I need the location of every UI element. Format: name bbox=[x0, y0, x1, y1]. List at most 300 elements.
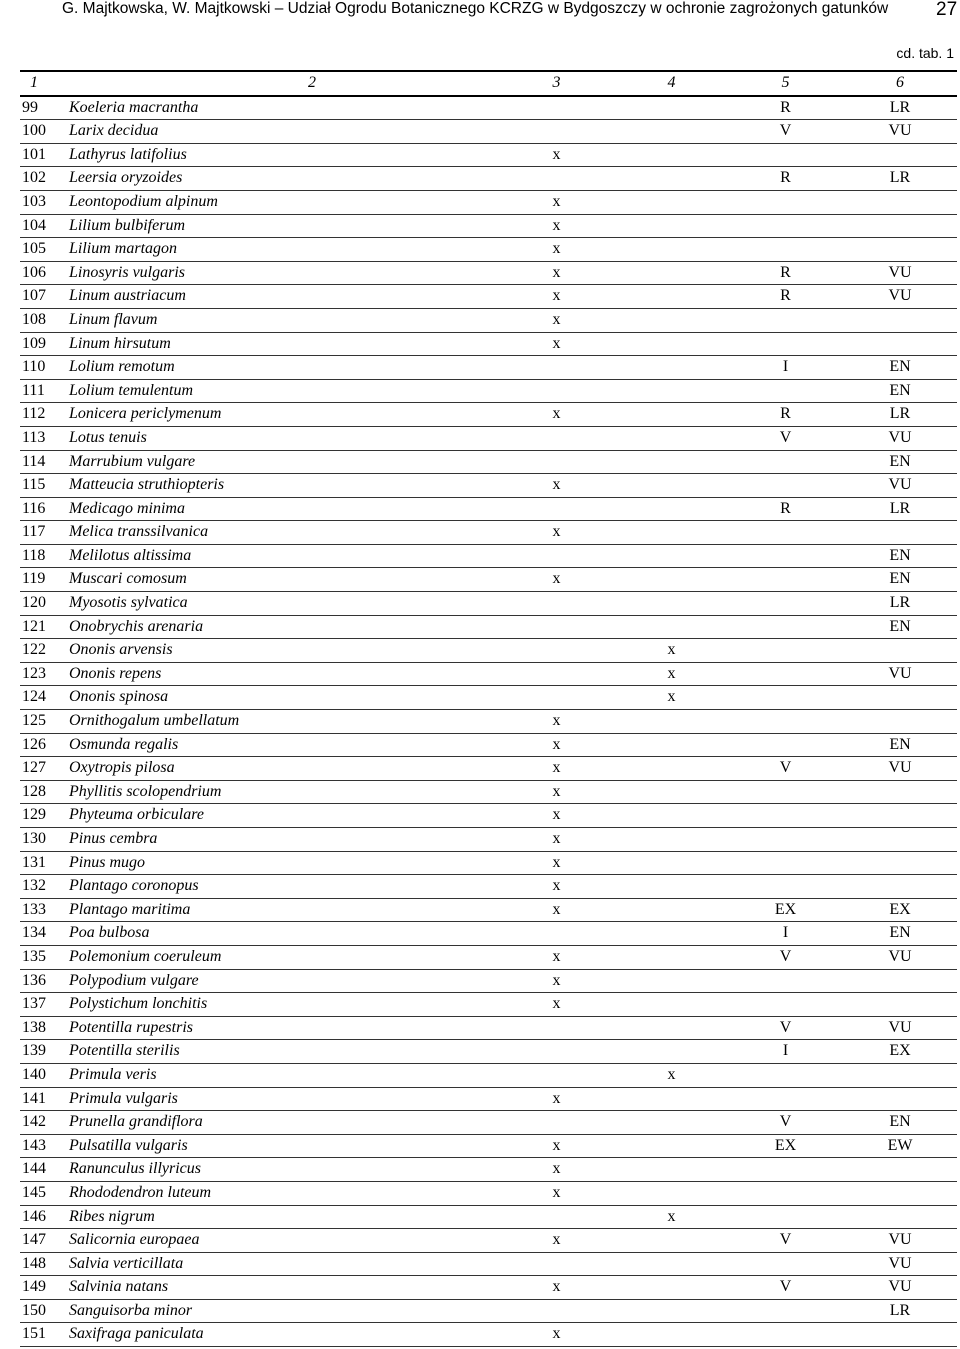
col-5-category: R bbox=[728, 497, 843, 521]
col-6-category: EN bbox=[843, 615, 957, 639]
col-4-mark bbox=[615, 1323, 728, 1347]
col-6-category bbox=[843, 1087, 957, 1111]
col-5-category: EX bbox=[728, 1134, 843, 1158]
col-5-category: R bbox=[728, 96, 843, 120]
col-4-mark bbox=[615, 332, 728, 356]
col-4-mark bbox=[615, 356, 728, 380]
species-name: Plantago maritima bbox=[66, 898, 498, 922]
row-number: 116 bbox=[20, 497, 66, 521]
row-number: 142 bbox=[20, 1111, 66, 1135]
col-6-category: LR bbox=[843, 96, 957, 120]
running-title: G. Majtkowska, W. Majtkowski – Udział Ogrodu Botanicznego KCRZG w Bydgoszczy w ochronie zagrożonych gatunków bbox=[62, 0, 889, 17]
col-3-mark: x bbox=[498, 1276, 615, 1300]
col-6-category: VU bbox=[843, 120, 957, 144]
col-4-mark bbox=[615, 828, 728, 852]
col-3-mark bbox=[498, 686, 615, 710]
col-5-category: I bbox=[728, 356, 843, 380]
table-body bbox=[20, 96, 957, 1347]
table-row bbox=[20, 1063, 957, 1087]
species-name: Ononis spinosa bbox=[66, 686, 498, 710]
col-5-category: V bbox=[728, 1276, 843, 1300]
col-6-category bbox=[843, 639, 957, 663]
col-3-mark bbox=[498, 544, 615, 568]
species-name: Larix decidua bbox=[66, 120, 498, 144]
col-4-mark bbox=[615, 120, 728, 144]
table-row bbox=[20, 686, 957, 710]
col-5-category bbox=[728, 615, 843, 639]
row-number: 103 bbox=[20, 190, 66, 214]
table-row bbox=[20, 710, 957, 734]
table-row bbox=[20, 757, 957, 781]
col-6-category bbox=[843, 332, 957, 356]
species-name: Potentilla sterilis bbox=[66, 1040, 498, 1064]
table-row bbox=[20, 497, 957, 521]
row-number: 150 bbox=[20, 1299, 66, 1323]
table-row bbox=[20, 308, 957, 332]
row-number: 99 bbox=[20, 96, 66, 120]
table-row bbox=[20, 875, 957, 899]
col-6-category: LR bbox=[843, 1299, 957, 1323]
col-5-category: V bbox=[728, 1016, 843, 1040]
table-row bbox=[20, 238, 957, 262]
col-3-mark: x bbox=[498, 474, 615, 498]
col-5-category: R bbox=[728, 261, 843, 285]
col-5-category bbox=[728, 238, 843, 262]
species-name: Lathyrus latifolius bbox=[66, 143, 498, 167]
table-row bbox=[20, 1040, 957, 1064]
col-5-category bbox=[728, 521, 843, 545]
row-number: 123 bbox=[20, 662, 66, 686]
col-4-mark bbox=[615, 1276, 728, 1300]
col-5-category bbox=[728, 544, 843, 568]
table-row bbox=[20, 143, 957, 167]
col-5-category: R bbox=[728, 403, 843, 427]
table-row bbox=[20, 1111, 957, 1135]
col-4-mark bbox=[615, 757, 728, 781]
col-6-category: LR bbox=[843, 592, 957, 616]
col-4-mark bbox=[615, 497, 728, 521]
table-header-row bbox=[20, 71, 957, 96]
col-4-mark bbox=[615, 1016, 728, 1040]
table-row bbox=[20, 662, 957, 686]
col-4-mark bbox=[615, 1111, 728, 1135]
col-6-category bbox=[843, 828, 957, 852]
col-5-category: R bbox=[728, 285, 843, 309]
col-6-category: EN bbox=[843, 356, 957, 380]
col-4-mark bbox=[615, 167, 728, 191]
row-number: 118 bbox=[20, 544, 66, 568]
column-header-6: 6 bbox=[843, 71, 957, 96]
species-name: Leontopodium alpinum bbox=[66, 190, 498, 214]
col-4-mark bbox=[615, 733, 728, 757]
col-3-mark bbox=[498, 1205, 615, 1229]
table-row bbox=[20, 426, 957, 450]
row-number: 147 bbox=[20, 1229, 66, 1253]
row-number: 132 bbox=[20, 875, 66, 899]
col-3-mark bbox=[498, 497, 615, 521]
row-number: 131 bbox=[20, 851, 66, 875]
col-5-category bbox=[728, 308, 843, 332]
col-3-mark bbox=[498, 1016, 615, 1040]
species-name: Leersia oryzoides bbox=[66, 167, 498, 191]
row-number: 141 bbox=[20, 1087, 66, 1111]
table-row bbox=[20, 403, 957, 427]
row-number: 119 bbox=[20, 568, 66, 592]
species-table-container bbox=[20, 70, 957, 1347]
col-5-category bbox=[728, 1299, 843, 1323]
species-name: Saxifraga paniculata bbox=[66, 1323, 498, 1347]
table-row bbox=[20, 615, 957, 639]
column-header-4: 4 bbox=[615, 71, 728, 96]
col-5-category bbox=[728, 733, 843, 757]
col-6-category bbox=[843, 214, 957, 238]
row-number: 117 bbox=[20, 521, 66, 545]
col-6-category bbox=[843, 875, 957, 899]
col-3-mark bbox=[498, 426, 615, 450]
col-4-mark bbox=[615, 592, 728, 616]
species-name: Ornithogalum umbellatum bbox=[66, 710, 498, 734]
row-number: 104 bbox=[20, 214, 66, 238]
species-name: Ranunculus illyricus bbox=[66, 1158, 498, 1182]
col-3-mark: x bbox=[498, 332, 615, 356]
col-4-mark bbox=[615, 875, 728, 899]
col-4-mark bbox=[615, 1158, 728, 1182]
col-5-category bbox=[728, 592, 843, 616]
col-5-category bbox=[728, 474, 843, 498]
species-name: Lolium temulentum bbox=[66, 379, 498, 403]
row-number: 143 bbox=[20, 1134, 66, 1158]
species-name: Phyteuma orbiculare bbox=[66, 804, 498, 828]
col-3-mark bbox=[498, 1299, 615, 1323]
col-5-category bbox=[728, 379, 843, 403]
species-name: Myosotis sylvatica bbox=[66, 592, 498, 616]
row-number: 146 bbox=[20, 1205, 66, 1229]
table-row bbox=[20, 804, 957, 828]
species-name: Polypodium vulgare bbox=[66, 969, 498, 993]
col-6-category bbox=[843, 851, 957, 875]
species-name: Lolium remotum bbox=[66, 356, 498, 380]
col-3-mark: x bbox=[498, 733, 615, 757]
row-number: 140 bbox=[20, 1063, 66, 1087]
species-name: Poa bulbosa bbox=[66, 922, 498, 946]
row-number: 139 bbox=[20, 1040, 66, 1064]
col-4-mark bbox=[615, 804, 728, 828]
table-row bbox=[20, 945, 957, 969]
col-3-mark bbox=[498, 639, 615, 663]
col-5-category: V bbox=[728, 120, 843, 144]
table-row bbox=[20, 521, 957, 545]
row-number: 105 bbox=[20, 238, 66, 262]
col-4-mark: x bbox=[615, 686, 728, 710]
row-number: 121 bbox=[20, 615, 66, 639]
col-4-mark bbox=[615, 450, 728, 474]
col-6-category: VU bbox=[843, 261, 957, 285]
row-number: 149 bbox=[20, 1276, 66, 1300]
species-name: Salvia verticillata bbox=[66, 1252, 498, 1276]
col-4-mark bbox=[615, 426, 728, 450]
table-row bbox=[20, 450, 957, 474]
col-5-category: R bbox=[728, 167, 843, 191]
table-row bbox=[20, 356, 957, 380]
species-name: Prunella grandiflora bbox=[66, 1111, 498, 1135]
col-5-category bbox=[728, 1205, 843, 1229]
col-3-mark bbox=[498, 592, 615, 616]
col-6-category: LR bbox=[843, 403, 957, 427]
row-number: 108 bbox=[20, 308, 66, 332]
col-4-mark bbox=[615, 1134, 728, 1158]
species-name: Oxytropis pilosa bbox=[66, 757, 498, 781]
col-3-mark: x bbox=[498, 898, 615, 922]
col-5-category bbox=[728, 1158, 843, 1182]
col-6-category bbox=[843, 993, 957, 1017]
row-number: 124 bbox=[20, 686, 66, 710]
col-3-mark: x bbox=[498, 403, 615, 427]
row-number: 136 bbox=[20, 969, 66, 993]
col-4-mark bbox=[615, 898, 728, 922]
col-4-mark bbox=[615, 1229, 728, 1253]
species-name: Medicago minima bbox=[66, 497, 498, 521]
col-3-mark: x bbox=[498, 190, 615, 214]
species-name: Matteucia struthiopteris bbox=[66, 474, 498, 498]
col-3-mark bbox=[498, 379, 615, 403]
species-name: Plantago coronopus bbox=[66, 875, 498, 899]
col-6-category bbox=[843, 686, 957, 710]
table-row bbox=[20, 1181, 957, 1205]
species-name: Melilotus altissima bbox=[66, 544, 498, 568]
species-name: Koeleria macrantha bbox=[66, 96, 498, 120]
col-5-category bbox=[728, 639, 843, 663]
species-name: Primula vulgaris bbox=[66, 1087, 498, 1111]
col-3-mark: x bbox=[498, 261, 615, 285]
column-header-3: 3 bbox=[498, 71, 615, 96]
species-name: Onobrychis arenaria bbox=[66, 615, 498, 639]
col-5-category: V bbox=[728, 426, 843, 450]
table-row bbox=[20, 1134, 957, 1158]
col-5-category bbox=[728, 1323, 843, 1347]
col-6-category bbox=[843, 969, 957, 993]
row-number: 114 bbox=[20, 450, 66, 474]
col-4-mark bbox=[615, 1087, 728, 1111]
col-5-category bbox=[728, 710, 843, 734]
species-name: Sanguisorba minor bbox=[66, 1299, 498, 1323]
table-row bbox=[20, 474, 957, 498]
col-4-mark bbox=[615, 238, 728, 262]
species-name: Lonicera periclymenum bbox=[66, 403, 498, 427]
row-number: 122 bbox=[20, 639, 66, 663]
species-name: Salvinia natans bbox=[66, 1276, 498, 1300]
species-name: Marrubium vulgare bbox=[66, 450, 498, 474]
species-name: Linosyris vulgaris bbox=[66, 261, 498, 285]
table-row bbox=[20, 214, 957, 238]
col-6-category bbox=[843, 1158, 957, 1182]
col-4-mark: x bbox=[615, 662, 728, 686]
col-6-category: VU bbox=[843, 474, 957, 498]
page-number: 27 bbox=[936, 0, 958, 20]
col-3-mark bbox=[498, 1063, 615, 1087]
col-3-mark: x bbox=[498, 780, 615, 804]
col-4-mark bbox=[615, 710, 728, 734]
species-name: Lotus tenuis bbox=[66, 426, 498, 450]
species-name: Polemonium coeruleum bbox=[66, 945, 498, 969]
col-3-mark: x bbox=[498, 710, 615, 734]
species-name: Rhododendron luteum bbox=[66, 1181, 498, 1205]
col-3-mark: x bbox=[498, 969, 615, 993]
col-6-category bbox=[843, 1323, 957, 1347]
col-3-mark: x bbox=[498, 804, 615, 828]
col-4-mark bbox=[615, 945, 728, 969]
row-number: 138 bbox=[20, 1016, 66, 1040]
col-3-mark: x bbox=[498, 1158, 615, 1182]
col-6-category: LR bbox=[843, 497, 957, 521]
row-number: 110 bbox=[20, 356, 66, 380]
col-6-category: VU bbox=[843, 285, 957, 309]
table-row bbox=[20, 993, 957, 1017]
col-3-mark: x bbox=[498, 851, 615, 875]
col-3-mark: x bbox=[498, 828, 615, 852]
col-6-category bbox=[843, 780, 957, 804]
col-5-category: I bbox=[728, 922, 843, 946]
col-4-mark bbox=[615, 1252, 728, 1276]
col-6-category: EN bbox=[843, 1111, 957, 1135]
col-5-category bbox=[728, 969, 843, 993]
col-5-category bbox=[728, 143, 843, 167]
col-3-mark: x bbox=[498, 214, 615, 238]
column-header-2: 2 bbox=[66, 71, 498, 96]
col-4-mark bbox=[615, 993, 728, 1017]
page-header bbox=[0, 0, 960, 26]
table-row bbox=[20, 120, 957, 144]
column-header-5: 5 bbox=[728, 71, 843, 96]
species-name: Pinus cembra bbox=[66, 828, 498, 852]
row-number: 106 bbox=[20, 261, 66, 285]
row-number: 148 bbox=[20, 1252, 66, 1276]
col-6-category: VU bbox=[843, 1276, 957, 1300]
col-5-category bbox=[728, 780, 843, 804]
col-6-category: EN bbox=[843, 450, 957, 474]
col-5-category: V bbox=[728, 1229, 843, 1253]
col-3-mark bbox=[498, 120, 615, 144]
col-3-mark: x bbox=[498, 1323, 615, 1347]
table-row bbox=[20, 96, 957, 120]
row-number: 100 bbox=[20, 120, 66, 144]
col-6-category: VU bbox=[843, 757, 957, 781]
col-5-category bbox=[728, 1087, 843, 1111]
col-6-category: EX bbox=[843, 1040, 957, 1064]
col-5-category bbox=[728, 804, 843, 828]
col-4-mark bbox=[615, 969, 728, 993]
col-6-category: VU bbox=[843, 1252, 957, 1276]
col-3-mark: x bbox=[498, 757, 615, 781]
table-row bbox=[20, 969, 957, 993]
species-name: Lilium martagon bbox=[66, 238, 498, 262]
species-name: Linum flavum bbox=[66, 308, 498, 332]
table-row bbox=[20, 285, 957, 309]
table-row bbox=[20, 1205, 957, 1229]
row-number: 102 bbox=[20, 167, 66, 191]
col-4-mark bbox=[615, 190, 728, 214]
row-number: 113 bbox=[20, 426, 66, 450]
table-continuation-label: cd. tab. 1 bbox=[896, 45, 954, 61]
col-3-mark: x bbox=[498, 1181, 615, 1205]
col-6-category: EN bbox=[843, 733, 957, 757]
col-4-mark: x bbox=[615, 1205, 728, 1229]
row-number: 112 bbox=[20, 403, 66, 427]
col-3-mark bbox=[498, 1111, 615, 1135]
row-number: 107 bbox=[20, 285, 66, 309]
table-row bbox=[20, 592, 957, 616]
col-5-category bbox=[728, 993, 843, 1017]
col-6-category bbox=[843, 521, 957, 545]
species-name: Ribes nigrum bbox=[66, 1205, 498, 1229]
col-5-category bbox=[728, 828, 843, 852]
row-number: 134 bbox=[20, 922, 66, 946]
col-3-mark: x bbox=[498, 285, 615, 309]
col-4-mark bbox=[615, 780, 728, 804]
col-4-mark bbox=[615, 308, 728, 332]
species-table bbox=[20, 70, 957, 1347]
species-name: Ononis repens bbox=[66, 662, 498, 686]
col-3-mark: x bbox=[498, 1229, 615, 1253]
col-6-category: EW bbox=[843, 1134, 957, 1158]
column-header-1: 1 bbox=[20, 71, 66, 96]
col-5-category bbox=[728, 1252, 843, 1276]
table-row bbox=[20, 1229, 957, 1253]
col-5-category bbox=[728, 662, 843, 686]
col-4-mark bbox=[615, 143, 728, 167]
col-3-mark bbox=[498, 356, 615, 380]
species-name: Primula veris bbox=[66, 1063, 498, 1087]
col-4-mark bbox=[615, 615, 728, 639]
col-6-category: VU bbox=[843, 426, 957, 450]
col-3-mark bbox=[498, 922, 615, 946]
col-4-mark bbox=[615, 214, 728, 238]
col-3-mark: x bbox=[498, 1087, 615, 1111]
col-6-category: EX bbox=[843, 898, 957, 922]
table-row bbox=[20, 332, 957, 356]
col-5-category bbox=[728, 568, 843, 592]
col-6-category: VU bbox=[843, 662, 957, 686]
table-row bbox=[20, 190, 957, 214]
col-5-category bbox=[728, 450, 843, 474]
col-5-category bbox=[728, 875, 843, 899]
col-5-category: V bbox=[728, 757, 843, 781]
col-3-mark: x bbox=[498, 568, 615, 592]
table-row bbox=[20, 1252, 957, 1276]
col-6-category bbox=[843, 804, 957, 828]
col-4-mark bbox=[615, 474, 728, 498]
col-6-category: EN bbox=[843, 922, 957, 946]
col-6-category bbox=[843, 308, 957, 332]
table-row bbox=[20, 1299, 957, 1323]
row-number: 115 bbox=[20, 474, 66, 498]
species-name: Polystichum lonchitis bbox=[66, 993, 498, 1017]
col-5-category: EX bbox=[728, 898, 843, 922]
row-number: 145 bbox=[20, 1181, 66, 1205]
col-5-category bbox=[728, 851, 843, 875]
col-4-mark bbox=[615, 379, 728, 403]
col-5-category: V bbox=[728, 945, 843, 969]
table-row bbox=[20, 1158, 957, 1182]
species-name: Ononis arvensis bbox=[66, 639, 498, 663]
row-number: 135 bbox=[20, 945, 66, 969]
row-number: 125 bbox=[20, 710, 66, 734]
col-4-mark bbox=[615, 1299, 728, 1323]
col-4-mark bbox=[615, 1181, 728, 1205]
table-row bbox=[20, 851, 957, 875]
col-4-mark bbox=[615, 521, 728, 545]
row-number: 120 bbox=[20, 592, 66, 616]
col-3-mark bbox=[498, 615, 615, 639]
